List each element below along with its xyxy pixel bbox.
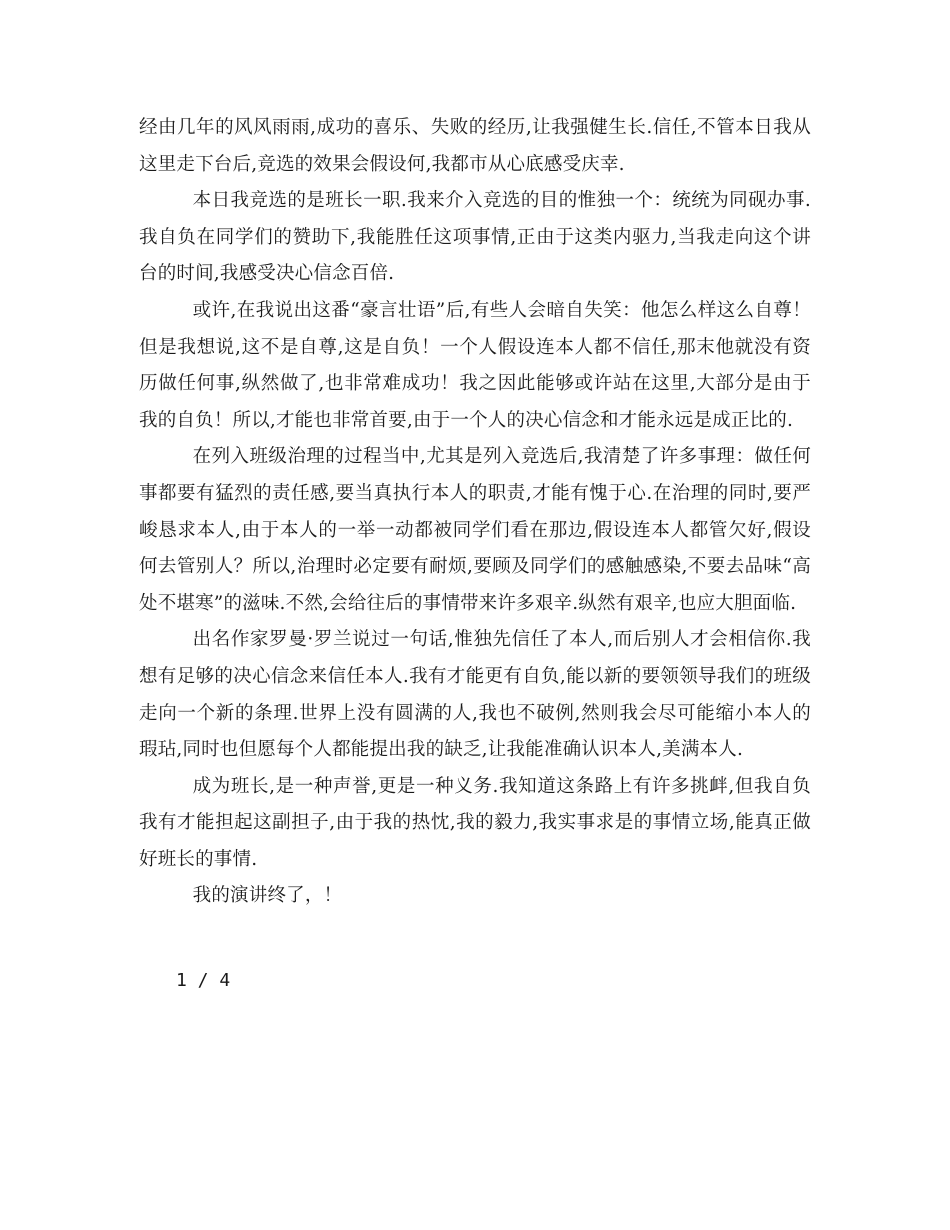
paragraph: 经由几年的风风雨雨,成功的喜乐、失败的经历,让我强健生长.信任,不管本日我从这里走下台后,竞选的效果会假设何,我都市从心底感受庆幸. xyxy=(139,117,811,175)
paragraph: 成为班长,是一种声誉,更是一种义务.我知道这条路上有许多挑衅,但我自负我有才能担起这副担子,由于我的热忱,我的毅力,我实事求是的事情立场,能真正做好班长的事情. xyxy=(139,775,811,870)
paragraph: 本日我竞选的是班长一职.我来介入竞选的目的惟独一个：统统为同砚办事.我自负在同学们的赞助下,我能胜任这项事情,正由于这类内驱力,当我走向这个讲台的时间,我感受决心信念百倍. xyxy=(139,190,811,285)
paragraph: 出名作家罗曼·罗兰说过一句话,惟独先信任了本人,而后别人才会相信你.我想有足够的决心信念来信任本人.我有才能更有自负,能以新的要领领导我们的班级走向一个新的条理.世界上没有圆满的人,我也不破例,然则我会尽可能缩小本人的瑕玷,同时也但愿每个人都能提出我的缺乏,让我能准确认识本人,美满本人. xyxy=(139,629,811,761)
paragraph: 或许,在我说出这番“豪言壮语”后,有些人会暗自失笑：他怎么样这么自尊！但是我想说,这不是自尊,这是自负！一个人假设连本人都不信任,那末他就没有资历做任何事,纵然做了,也非常难成功！我之因此能够或许站在这里,大部分是由于我的自负！所以,才能也非常首要,由于一个人的决心信念和才能永远是成正比的. xyxy=(139,299,811,431)
paragraph: 我的演讲终了，！ xyxy=(192,885,343,907)
document-body xyxy=(139,110,811,915)
page-number: 1 / 4 xyxy=(176,970,231,991)
paragraph: 在列入班级治理的过程当中,尤其是列入竞选后,我清楚了许多事理：做任何事都要有猛烈的责任感,要当真执行本人的职责,才能有愧于心.在治理的同时,要严峻恳求本人,由于本人的一举一动都被同学们看在那边,假设连本人都管欠好,假设何去管别人？所以,治理时必定要有耐烦,要顾及同学们的感触感染,不要去品味“高处不堪寒”的滋味.不然,会给往后的事情带来许多艰辛.纵然有艰辛,也应大胆面临. xyxy=(139,446,811,614)
